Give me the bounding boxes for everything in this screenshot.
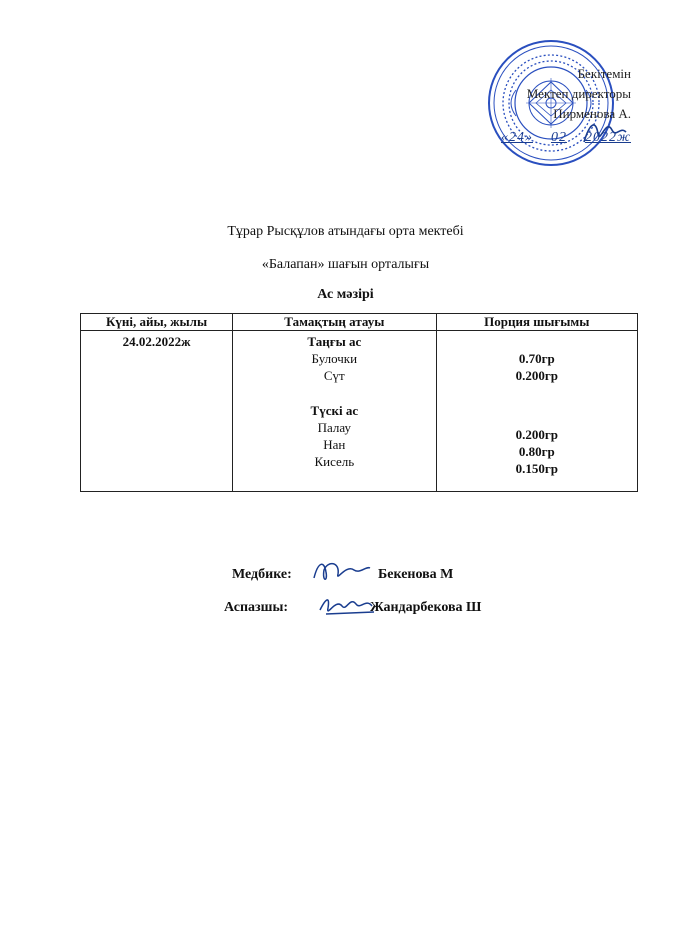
- approval-date-year: 2022ж: [584, 130, 631, 145]
- table-row: [81, 331, 638, 492]
- nurse-signature: [310, 556, 374, 586]
- portion-cell: [436, 331, 637, 492]
- breakfast-label: Таңғы ас: [307, 334, 362, 349]
- dish-item: Палау: [317, 420, 352, 435]
- nurse-role-label: Медбике:: [232, 567, 292, 582]
- portion-item: 0.200гр: [515, 368, 558, 383]
- cook-signature: [316, 590, 380, 620]
- nurse-name: Бекенова М: [378, 567, 454, 582]
- menu-date: 24.02.2022ж: [122, 334, 191, 349]
- cook-role-label: Аспазшы:: [224, 600, 289, 615]
- school-title: Тұрар Рысқұлов атындағы орта мектебі: [227, 224, 464, 239]
- header-dish: Тамақтың атауы: [233, 314, 436, 331]
- dish-item: Сүт: [323, 368, 345, 383]
- portion-item: 0.150гр: [515, 461, 558, 476]
- approval-date-month: 02: [550, 130, 567, 145]
- header-portion: Порция шығымы: [436, 314, 637, 331]
- approval-line-director: Мектеп директоры: [526, 86, 631, 101]
- portion-item: 0.80гр: [518, 444, 555, 459]
- portion-item: 0.200гр: [515, 427, 558, 442]
- cook-name: Жандарбекова Ш: [370, 600, 482, 615]
- approval-line-approve: Бекітемін: [577, 66, 631, 81]
- portion-item: 0.70гр: [518, 351, 555, 366]
- menu-title: Ас мәзірі: [317, 287, 374, 302]
- dish-cell: [233, 331, 436, 492]
- dish-item: Булочки: [311, 351, 358, 366]
- lunch-label: Түскі ас: [310, 403, 359, 418]
- table-header-row: [81, 314, 638, 331]
- approval-line-name: Пирменова А.: [553, 106, 631, 121]
- director-signature: [580, 112, 630, 152]
- menu-table: [80, 313, 638, 492]
- dish-item: Кисель: [314, 454, 355, 469]
- date-cell: [81, 331, 233, 492]
- approval-date-day: «24»: [500, 130, 533, 145]
- center-title: «Балапан» шағын орталығы: [261, 257, 430, 272]
- header-date: Күні, айы, жылы: [81, 314, 233, 331]
- dish-item: Нан: [323, 437, 346, 452]
